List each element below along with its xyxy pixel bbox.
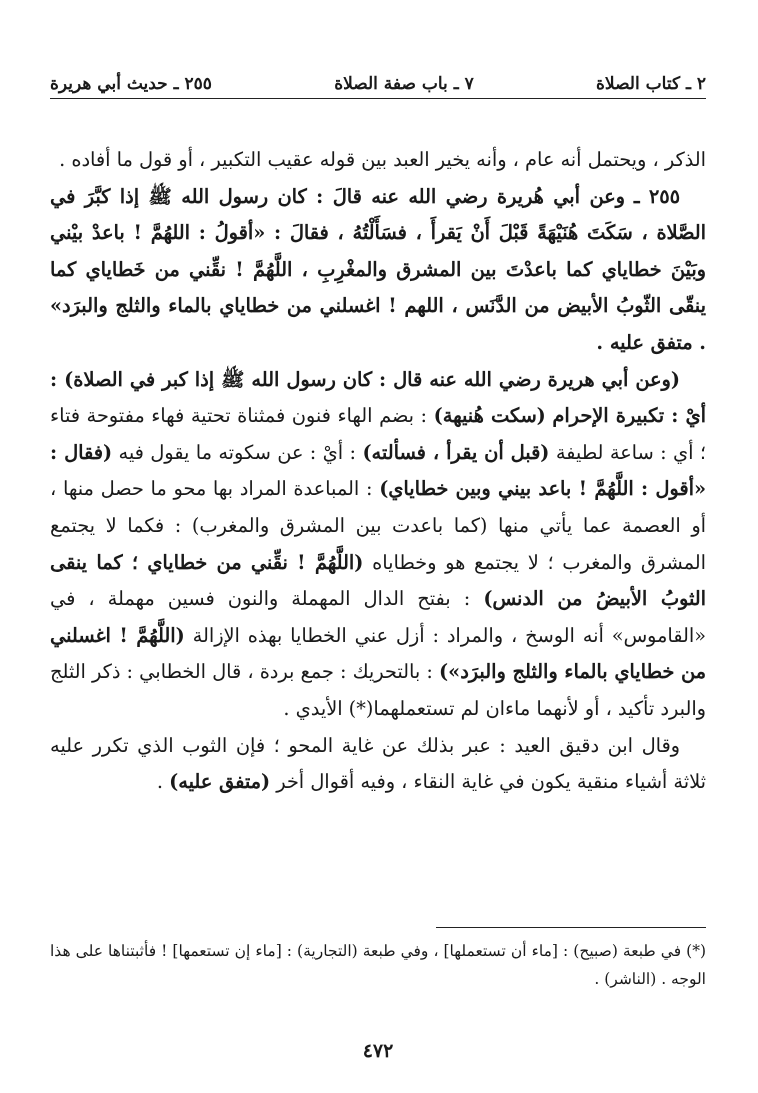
- conclusion-text: وقال ابن دقيق العيد : عبر بذلك عن غاية المحو ؛ فإن الثوب الذي تكرر عليه ثلاثة أشياء منقية يكون في غاية النقاء ، وفيه أقوال أخر: [50, 733, 706, 794]
- commentary-quote: (فقال : «أقول : اللَّهُمَّ ! باعد بيني وبين خطاياي): [50, 440, 706, 501]
- paragraph-commentary: [50, 362, 706, 728]
- header-chapter: ٧ ـ باب صفة الصلاة: [334, 74, 474, 94]
- hadith-number: ٢٥٥ ـ: [633, 184, 680, 208]
- footnote-text: (*) في طبعة (صبيح) : [ماء أن تستعملها] ، وفي طبعة (التجارية) : [ماء إن تستعمها] ! فأثبتناها على هذا الوجه . (الناشر) .: [50, 942, 706, 988]
- commentary-quote: (وعن أبي هريرة رضي الله عنه قال : كان رسول الله ﷺ إذا كبر في الصلاة) : أيْ : تكبيرة الإحرام: [50, 367, 706, 428]
- conclusion-quote: (متفق عليه): [169, 770, 271, 794]
- paragraph-hadith: [50, 179, 706, 362]
- body-text: [50, 142, 706, 801]
- paragraph-conclusion: [50, 728, 706, 801]
- commentary-quote: (اللَّهُمَّ ! نقِّني من خطاياي ؛ كما ينقى الثوبُ الأبيضُ من الدنس): [50, 550, 707, 611]
- footnote: [50, 937, 706, 993]
- page: [50, 0, 706, 1093]
- commentary-text: : بالتحريك : جمع بردة ، قال الخطابي : ذكر الثلج والبرد تأكيد ، أو لأنهما ماءان لم تستعملهما(*) الأيدي .: [50, 660, 706, 720]
- commentary-quote: (سكت هُنيهة): [433, 404, 546, 428]
- footnote-rule: [436, 927, 706, 928]
- running-header: [50, 60, 706, 99]
- paragraph-intro: الذكر ، ويحتمل أنه عام ، وأنه يخير العبد بين قوله عقيب التكبير ، أو قول ما أفاده .: [59, 148, 706, 171]
- page-number: ٤٧٢: [362, 1040, 394, 1062]
- conclusion-end: .: [156, 770, 163, 794]
- commentary-text: : بضم الهاء فنون فمثناة تحتية فهاء مفتوحة فتاء ؛ أي : ساعة لطيفة: [50, 404, 706, 464]
- commentary-text: : بفتح الدال المهملة والنون فسين مهملة ، في «القاموس» أنه الوسخ ، والمراد : أزل عني الخطايا بهذه الإزالة: [50, 587, 706, 647]
- commentary-text: : المباعدة المراد بها محو ما حصل منها ، أو العصمة عما يأتي منها (كما باعدت بين المشرق والمغرب) : فكما لا يجتمع المشرق والمغرب ؛ لا يجتمع هو وخطاياه: [50, 477, 706, 574]
- header-hadith: ٢٥٥ ـ حديث أبي هريرة: [50, 74, 212, 94]
- commentary-text: : أيْ : عن سكوته ما يقول فيه: [118, 440, 357, 464]
- hadith-text: وعن أبي هُريرة رضي الله عنه قالَ : كان رسول الله ﷺ إذا كبَّرَ في الصَّلاة ، سَكَتَ هُنَيْهَةً قَبْلَ أَنْ يَقرأَ ، فسَأَلْتُهُ ، فقالَ : «أقولُ : اللهُمَّ ! باعدْ بيْني وبَيْنَ خطاياي كما باعدْتَ بين المشرق والمغْرِبِ ، اللَّهُمَّ ! نقِّني من خَطاياي كما ينقّى الثّوبُ الأبيض من الدَّنَس ، اللهم ! اغسلني من خطاياي بالماء والثلج والبرَد» . متفق عليه .: [50, 184, 706, 354]
- header-book: ٢ ـ كتاب الصلاة: [596, 74, 706, 94]
- commentary-quote: (اللَّهُمَّ ! اغسلني من خطاياي بالماء والثلج والبرَد»): [50, 623, 706, 684]
- commentary-quote: (قبل أن يقرأ ، فسألته): [362, 440, 550, 464]
